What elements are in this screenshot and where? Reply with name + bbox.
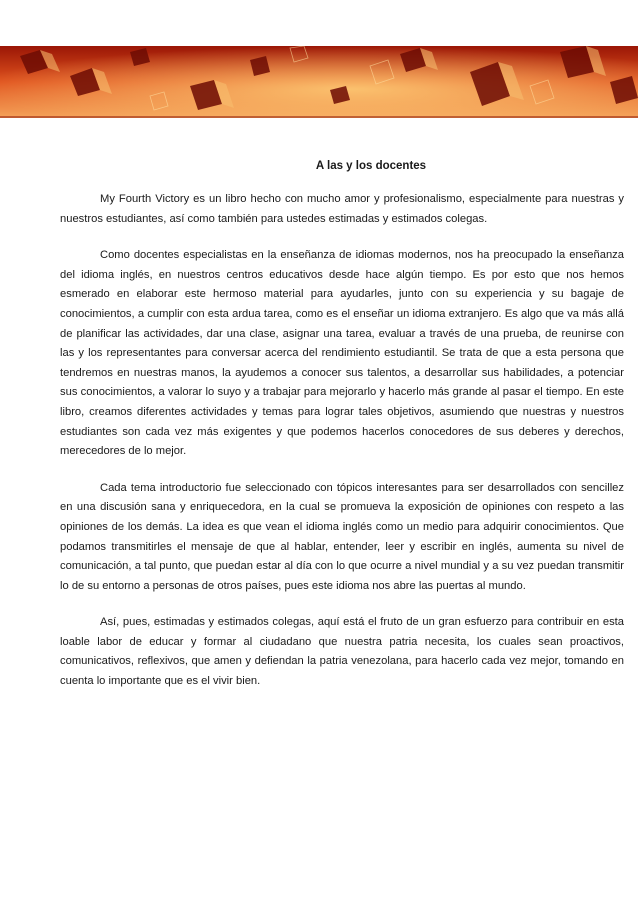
- document-body: [60, 160, 624, 709]
- cubes-banner-graphic: [0, 46, 638, 118]
- document-title: A las y los docentes: [315, 160, 427, 172]
- paragraph-2: Como docentes especialistas en la enseñanza de idiomas modernos, nos ha preocupado la enseñanza del idioma inglés, en nuestros centros educativos desde hace algún tiempo. Es por esto que nos hemos esmerado en elaborar este hermoso material para ayudarles, junto con su experiencia y su bagaje de conocimientos, a cumplir con esta ardua tarea, como es el enseñar un idioma extranjero. Es algo que va más allá de planificar las actividades, dar una clase, asignar una tarea, evaluar a través de una prueba, de reunirse con las y los representantes para conversar acerca del rendimiento estudiantil. Se trata de que a esta persona que tendremos en nuestras manos, la ayudemos a conocer sus talentos, a desarrollar sus habilidades, a potenciar sus conocimientos, a valorar lo suyo y a trabajar para mejorarlo y hacerlo más grande al pasar el tiempo. En este libro, creamos diferentes actividades y temas para lograr tales objetivos, asumiendo que nuestras y nuestros estudiantes son cada vez más exigentes y que podemos hacerlos conocedores de sus deberes y derechos, merecedores de lo mejor.: [60, 249, 624, 458]
- paragraph-1: My Fourth Victory es un libro hecho con mucho amor y profesionalismo, especialmente para nuestras y nuestros estudiantes, así como también para ustedes estimadas y estimados colegas.: [60, 193, 624, 225]
- paragraph-4: Así, pues, estimadas y estimados colegas, aquí está el fruto de un gran esfuerzo para contribuir en esta loable labor de educar y formar al ciudadano que nuestra patria necesita, los cuales sean proactivos, comunicativos, reflexivos, que amen y defiendan la patria venezolana, para hacerlo cada vez mejor, tomando en cuenta lo importante que es el vivir bien.: [60, 616, 624, 688]
- header-banner: [0, 46, 638, 118]
- paragraph-3: Cada tema introductorio fue seleccionado con tópicos interesantes para ser desarrollados con sencillez en una discusión sana y enriquecedora, en la cual se promueva la exposición de opiniones con respeto a las opiniones de los demás. La idea es que vean el idioma inglés como un medio para adquirir conocimientos. Que podamos transmitirles el mensaje de que al hablar, entender, leer y escribir en inglés, aumenta su nivel de comunicación, a tal punto, que puedan estar al día con lo que ocurre a nivel mundial y a su vez puedan transmitir lo de su entorno a personas de otros países, pues este idioma nos abre las puertas al mundo.: [60, 481, 624, 592]
